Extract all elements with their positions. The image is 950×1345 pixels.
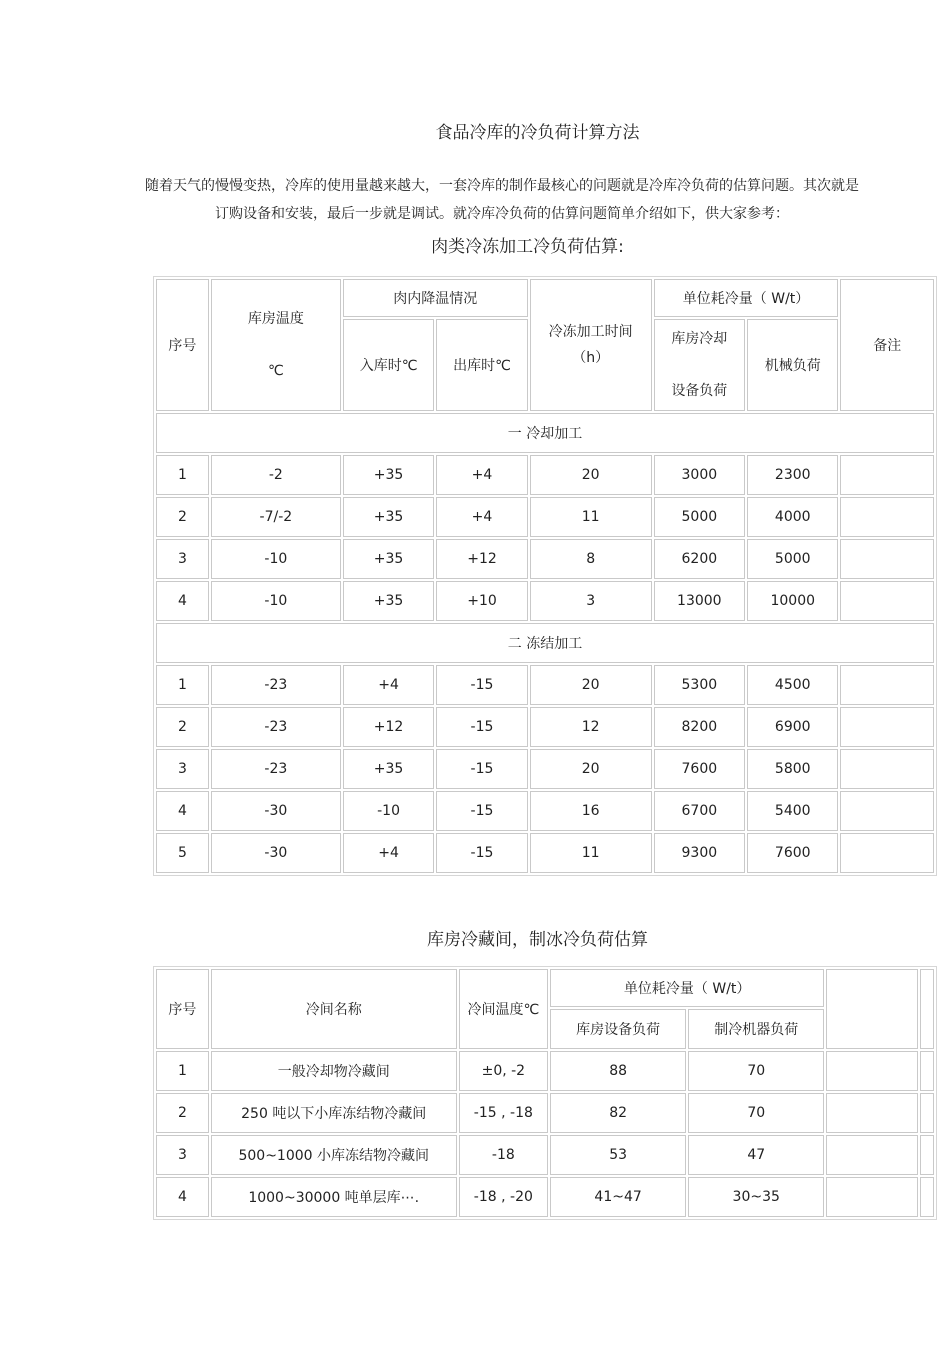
header-room-equipment-load: 库房设备负荷 — [550, 1009, 686, 1049]
table-cell: +12 — [436, 539, 527, 579]
header-unit-cold-2: 单位耗冷量（ W/t） — [550, 969, 824, 1007]
table-cell: -18 — [459, 1135, 548, 1175]
header-room-load — [654, 319, 745, 411]
table-cell: 9300 — [654, 833, 745, 873]
table-cell: 16 — [530, 791, 652, 831]
header-room-temp — [211, 279, 341, 411]
header-machine-load: 机械负荷 — [747, 319, 838, 411]
table-row — [156, 1093, 934, 1133]
table-cell: -15 — [436, 833, 527, 873]
table-cell: 3 — [156, 1135, 209, 1175]
table-cell: 88 — [550, 1051, 686, 1091]
table-cell: 11 — [530, 833, 652, 873]
intro-paragraph: 随着天气的慢慢变热，冷库的使用量越来越大，一套冷库的制作最核心的问题就是冷库冷负荷的估算问题。其次就是订购设备和安装，最后一步就是调试。就冷库冷负荷的估算问题简单介绍如下，供大家参考： — [145, 178, 859, 222]
table-cell: 500~1000 小库冻结物冷藏间 — [211, 1135, 457, 1175]
table-cell — [840, 707, 934, 747]
table-cell: 4 — [156, 791, 209, 831]
table-cell: 30~35 — [688, 1177, 824, 1217]
table-cell: -7/-2 — [211, 497, 341, 537]
table-cell: +35 — [343, 497, 434, 537]
table-cell: 2 — [156, 1093, 209, 1133]
header-blank-a — [826, 969, 917, 1049]
table-cell: 10000 — [747, 581, 838, 621]
table-cell: 12 — [530, 707, 652, 747]
table-cell: 47 — [688, 1135, 824, 1175]
table-cell: -23 — [211, 749, 341, 789]
table-cell: +4 — [343, 833, 434, 873]
table-cell: +10 — [436, 581, 527, 621]
table-cell — [826, 1135, 917, 1175]
table-row — [156, 581, 934, 621]
table-cell — [840, 791, 934, 831]
header-blank-b — [920, 969, 934, 1049]
meat-load-table — [153, 276, 937, 876]
table-cell: +35 — [343, 749, 434, 789]
header-room-temp-label: 库房温度 — [247, 311, 304, 327]
header-process-time — [530, 279, 652, 411]
header-room-name: 冷间名称 — [211, 969, 457, 1049]
table-cell: 250 吨以下小库冻结物冷藏间 — [211, 1093, 457, 1133]
freezing-rows — [156, 665, 934, 873]
header-refrigerator-load: 制冷机器负荷 — [688, 1009, 824, 1049]
cooling-rows — [156, 455, 934, 621]
header-note: 备注 — [840, 279, 934, 411]
table-row — [156, 1135, 934, 1175]
header-out-temp: 出库时℃ — [436, 319, 527, 411]
table-cell: 70 — [688, 1093, 824, 1133]
table-cell — [920, 1051, 934, 1091]
table-cell: 7600 — [747, 833, 838, 873]
table-cell: 4000 — [747, 497, 838, 537]
table-cell: 1 — [156, 665, 209, 705]
page-title: 食品冷库的冷负荷计算方法 — [435, 123, 640, 143]
section-cooling-title: 一 冷却加工 — [156, 413, 934, 453]
table-cell: ±0, -2 — [459, 1051, 548, 1091]
header-room-load-b: 设备负荷 — [671, 383, 728, 399]
table-cell: 5400 — [747, 791, 838, 831]
section-freezing-title: 二 冻结加工 — [156, 623, 934, 663]
table-cell: +35 — [343, 539, 434, 579]
table-cell: 3 — [156, 749, 209, 789]
table-cell: 41~47 — [550, 1177, 686, 1217]
table-row — [156, 539, 934, 579]
header-process-time-label: 冷冻加工时间 — [548, 324, 633, 340]
table-cell: +35 — [343, 455, 434, 495]
table-cell — [826, 1051, 917, 1091]
table-cell — [840, 497, 934, 537]
table-cell: -15 , -18 — [459, 1093, 548, 1133]
header-room-temp-unit: ℃ — [267, 363, 284, 379]
storage-table-heading: 库房冷藏间，制冰冷负荷估算 — [427, 930, 648, 950]
table-row — [156, 665, 934, 705]
table-cell: 3000 — [654, 455, 745, 495]
table-cell: -15 — [436, 707, 527, 747]
table-row — [156, 497, 934, 537]
table-cell — [920, 1093, 934, 1133]
table-cell: 5300 — [654, 665, 745, 705]
table-cell: +35 — [343, 581, 434, 621]
table-row — [156, 455, 934, 495]
table-row — [156, 1051, 934, 1091]
storage-rows — [156, 1051, 934, 1217]
table-cell: 8200 — [654, 707, 745, 747]
table-cell — [840, 833, 934, 873]
table-cell: 5 — [156, 833, 209, 873]
table-row — [156, 833, 934, 873]
table-cell: 一般冷却物冷藏间 — [211, 1051, 457, 1091]
meat-table-heading: 肉类冷冻加工冷负荷估算: — [431, 237, 624, 257]
table-cell: -30 — [211, 791, 341, 831]
table-cell: 5800 — [747, 749, 838, 789]
header-in-temp: 入库时℃ — [343, 319, 434, 411]
table-cell: -15 — [436, 749, 527, 789]
table-cell: 20 — [530, 665, 652, 705]
table-cell — [840, 749, 934, 789]
table-cell: 1 — [156, 1051, 209, 1091]
table-cell: 20 — [530, 455, 652, 495]
table-cell: 3 — [156, 539, 209, 579]
table-cell: 4 — [156, 1177, 209, 1217]
table-cell: 2 — [156, 497, 209, 537]
header-process-time-unit: （h） — [572, 350, 610, 366]
table-cell: 2300 — [747, 455, 838, 495]
table-cell — [920, 1177, 934, 1217]
table-cell: 11 — [530, 497, 652, 537]
header-seq-2: 序号 — [156, 969, 209, 1049]
table-cell: 5000 — [654, 497, 745, 537]
table-cell: -23 — [211, 707, 341, 747]
header-seq: 序号 — [156, 279, 209, 411]
table-cell: 3 — [530, 581, 652, 621]
table-cell: 4500 — [747, 665, 838, 705]
header-room-temp-2: 冷间温度℃ — [459, 969, 548, 1049]
table-cell: 20 — [530, 749, 652, 789]
table-cell: +4 — [343, 665, 434, 705]
table-cell: 82 — [550, 1093, 686, 1133]
table-cell: +4 — [436, 455, 527, 495]
header-unit-cold: 单位耗冷量（ W/t） — [654, 279, 839, 317]
table-cell: 1000~30000 吨单层库⋯. — [211, 1177, 457, 1217]
table-cell: +4 — [436, 497, 527, 537]
table-cell: -18 , -20 — [459, 1177, 548, 1217]
table-row — [156, 707, 934, 747]
table-cell: -10 — [211, 581, 341, 621]
header-room-load-a: 库房冷却 — [671, 331, 728, 347]
table-cell: 6700 — [654, 791, 745, 831]
header-meat-cooling: 肉内降温情况 — [343, 279, 528, 317]
table-cell: 7600 — [654, 749, 745, 789]
table-cell: 6900 — [747, 707, 838, 747]
table-cell: 2 — [156, 707, 209, 747]
table-cell — [826, 1093, 917, 1133]
table-cell: -10 — [211, 539, 341, 579]
table-cell: -10 — [343, 791, 434, 831]
table-cell — [826, 1177, 917, 1217]
table-row — [156, 1177, 934, 1217]
table-cell: 4 — [156, 581, 209, 621]
table-cell: -23 — [211, 665, 341, 705]
storage-load-table — [153, 966, 937, 1220]
table-cell: 6200 — [654, 539, 745, 579]
table-cell: 8 — [530, 539, 652, 579]
table-cell: 53 — [550, 1135, 686, 1175]
table-cell: -30 — [211, 833, 341, 873]
table-row — [156, 791, 934, 831]
table-cell — [920, 1135, 934, 1175]
table-cell: +12 — [343, 707, 434, 747]
table-cell — [840, 455, 934, 495]
table-cell: 13000 — [654, 581, 745, 621]
table-cell — [840, 539, 934, 579]
table-cell: 5000 — [747, 539, 838, 579]
table-row — [156, 749, 934, 789]
table-cell: -2 — [211, 455, 341, 495]
table-cell: -15 — [436, 791, 527, 831]
table-cell — [840, 665, 934, 705]
table-cell: 70 — [688, 1051, 824, 1091]
table-cell: 1 — [156, 455, 209, 495]
table-cell — [840, 581, 934, 621]
table-cell: -15 — [436, 665, 527, 705]
